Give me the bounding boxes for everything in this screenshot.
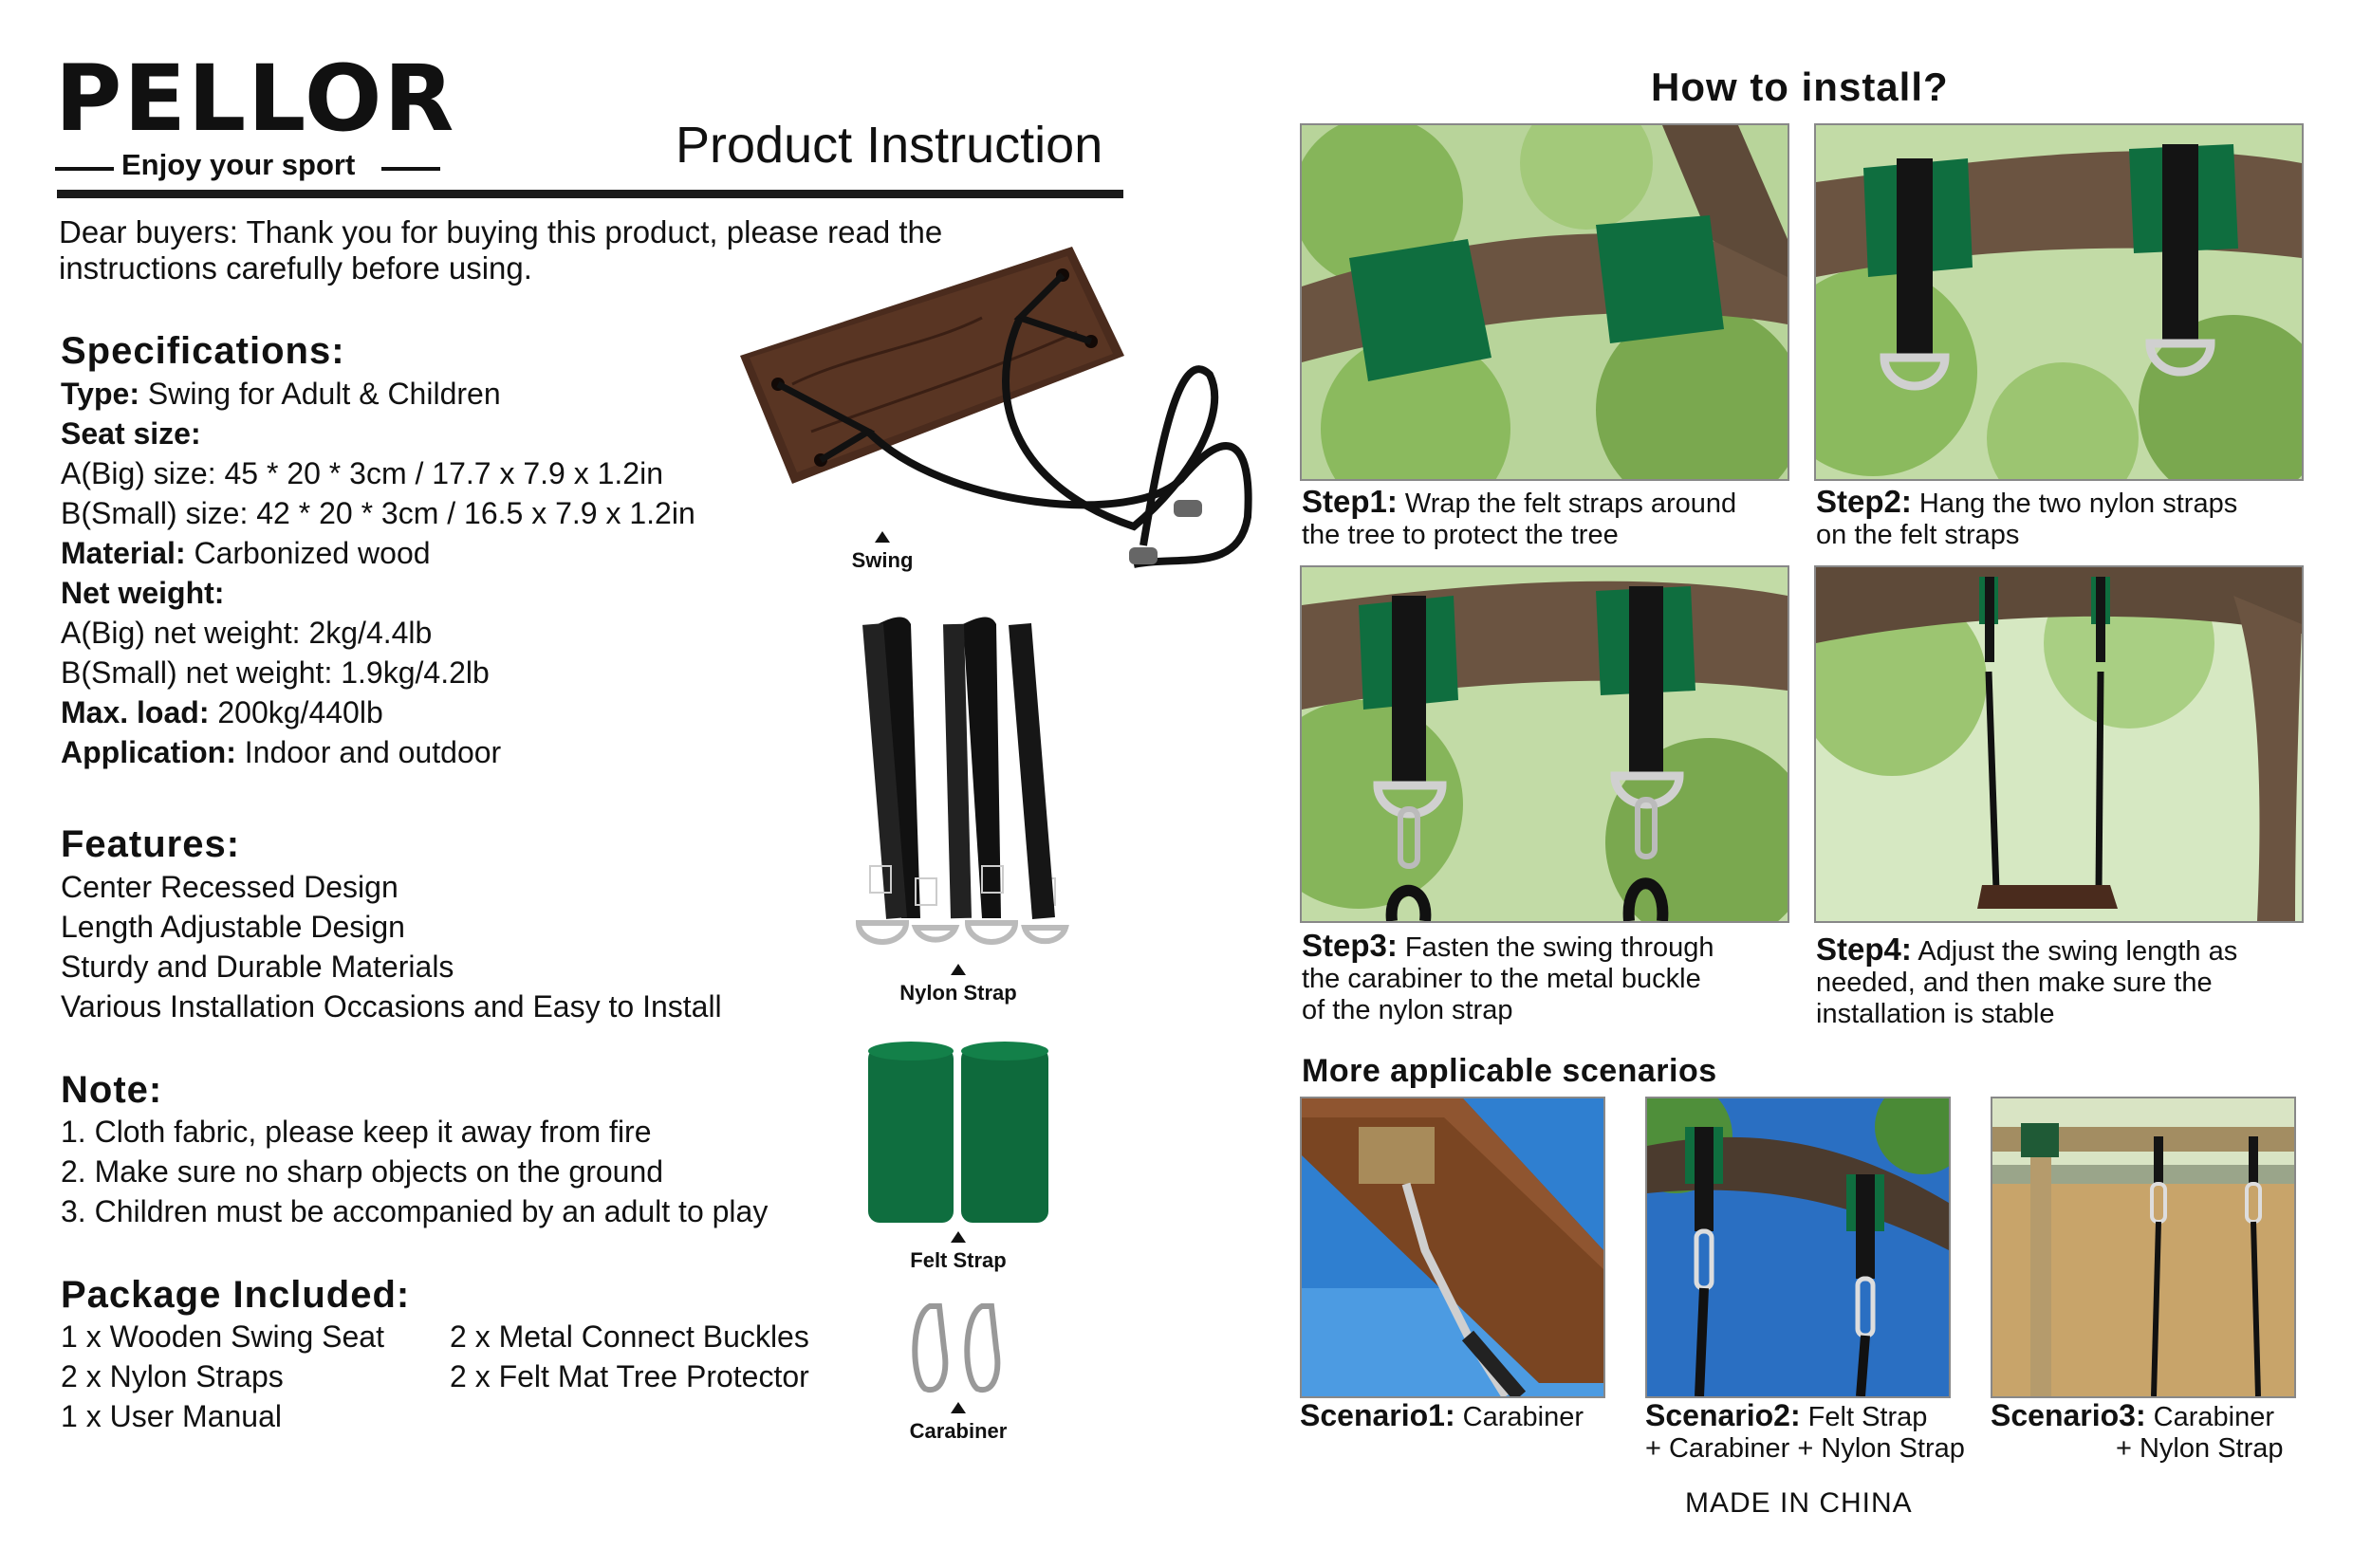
scenario1-label: Scenario1:	[1300, 1398, 1455, 1432]
carabiner-illustration	[906, 1301, 1010, 1396]
step4-label: Step4:	[1816, 932, 1912, 967]
tagline-rule-left	[55, 167, 114, 171]
feature-item: Sturdy and Durable Materials	[61, 950, 454, 984]
spec-line: B(Small) size: 42 * 20 * 3cm / 16.5 x 7.9 x 1.2in	[61, 496, 695, 530]
step1-photo	[1300, 123, 1789, 481]
package-heading: Package Included:	[61, 1274, 411, 1316]
scenario2-caption: Scenario2: Felt Strap + Carabiner + Nylon Strap	[1645, 1398, 1965, 1464]
install-heading: How to install?	[1651, 65, 1949, 109]
swing-caption: Swing	[835, 531, 930, 573]
spec-line: A(Big) net weight: 2kg/4.4lb	[61, 616, 433, 650]
note-list	[61, 1112, 768, 1231]
specs-list	[61, 374, 695, 772]
swing-illustration	[735, 242, 1267, 602]
felt-strap-illustration	[863, 1040, 1053, 1229]
package-item: 1 x User Manual	[61, 1399, 282, 1433]
step3-label: Step3:	[1302, 928, 1398, 963]
package-item: 2 x Metal Connect Buckles	[450, 1319, 809, 1354]
step4-caption: Step4: Adjust the swing length as needed, and then make sure the installation is stable	[1816, 932, 2238, 1029]
tagline-rule-right	[381, 167, 440, 171]
scenario2-label: Scenario2:	[1645, 1398, 1801, 1432]
package-list-right	[450, 1317, 809, 1396]
step4-photo	[1814, 565, 2304, 923]
nylon-strap-illustration	[849, 615, 1077, 966]
step2-caption: Step2: Hang the two nylon straps on the felt straps	[1816, 484, 2238, 550]
feature-item: Center Recessed Design	[61, 870, 398, 904]
note-heading: Note:	[61, 1069, 163, 1111]
spec-line: A(Big) size: 45 * 20 * 3cm / 17.7 x 7.9 x 1.2in	[61, 456, 663, 490]
intro-line-2: instructions carefully before using.	[59, 250, 532, 286]
step1-caption: Step1: Wrap the felt straps around the tree to protect the tree	[1302, 484, 1737, 550]
note-item: 1. Cloth fabric, please keep it away from fire	[61, 1115, 652, 1149]
intro-line-1: Dear buyers: Thank you for buying this product, please read the	[59, 214, 943, 249]
scenario1-photo	[1300, 1097, 1605, 1398]
package-item: 2 x Nylon Straps	[61, 1359, 284, 1393]
document-title: Product Instruction	[676, 117, 1103, 174]
spec-line: Material: Carbonized wood	[61, 536, 431, 570]
brand-tagline-row	[55, 148, 444, 186]
scenario3-caption: Scenario3: Carabiner + Nylon Strap	[1991, 1398, 2284, 1464]
spec-line: Max. load: 200kg/440lb	[61, 695, 383, 729]
carabiner-caption: Carabiner	[882, 1402, 1034, 1444]
step3-caption: Step3: Fasten the swing through the carabiner to the metal buckle of the nylon strap	[1302, 928, 1714, 1025]
caption-arrow	[951, 1402, 966, 1413]
header-rule	[57, 190, 1123, 198]
made-in-label: MADE IN CHINA	[1685, 1487, 1913, 1519]
step2-photo	[1814, 123, 2304, 481]
caption-arrow	[875, 531, 890, 543]
scenario3-label: Scenario3:	[1991, 1398, 2146, 1432]
brand-logo	[55, 46, 456, 181]
package-item: 1 x Wooden Swing Seat	[61, 1319, 384, 1354]
brand-name: PELLOR	[55, 46, 456, 152]
step1-label: Step1:	[1302, 484, 1398, 519]
features-heading: Features:	[61, 823, 241, 865]
note-item: 2. Make sure no sharp objects on the ground	[61, 1154, 664, 1189]
felt-strap-caption: Felt Strap	[882, 1231, 1034, 1273]
scenarios-heading: More applicable scenarios	[1302, 1053, 1717, 1089]
scenario2-photo	[1645, 1097, 1951, 1398]
spec-line: B(Small) net weight: 1.9kg/4.2lb	[61, 655, 490, 690]
note-item: 3. Children must be accompanied by an adult to play	[61, 1194, 769, 1228]
feature-item: Various Installation Occasions and Easy to Install	[61, 989, 722, 1024]
brand-tagline: Enjoy your sport	[121, 148, 356, 181]
caption-arrow	[951, 964, 966, 975]
package-list-left	[61, 1317, 384, 1436]
spec-line: Type: Swing for Adult & Children	[61, 377, 501, 411]
feature-item: Length Adjustable Design	[61, 910, 405, 944]
scenario3-photo	[1991, 1097, 2296, 1398]
caption-arrow	[951, 1231, 966, 1243]
spec-line: Application: Indoor and outdoor	[61, 735, 502, 769]
step2-label: Step2:	[1816, 484, 1912, 519]
spec-line: Seat size:	[61, 416, 201, 451]
spec-line: Net weight:	[61, 576, 225, 610]
specs-heading: Specifications:	[61, 330, 345, 372]
nylon-strap-caption: Nylon Strap	[882, 964, 1034, 1005]
scenario1-caption: Scenario1: Carabiner	[1300, 1398, 1584, 1432]
package-item: 2 x Felt Mat Tree Protector	[450, 1359, 809, 1393]
step3-photo	[1300, 565, 1789, 923]
features-list	[61, 867, 722, 1026]
